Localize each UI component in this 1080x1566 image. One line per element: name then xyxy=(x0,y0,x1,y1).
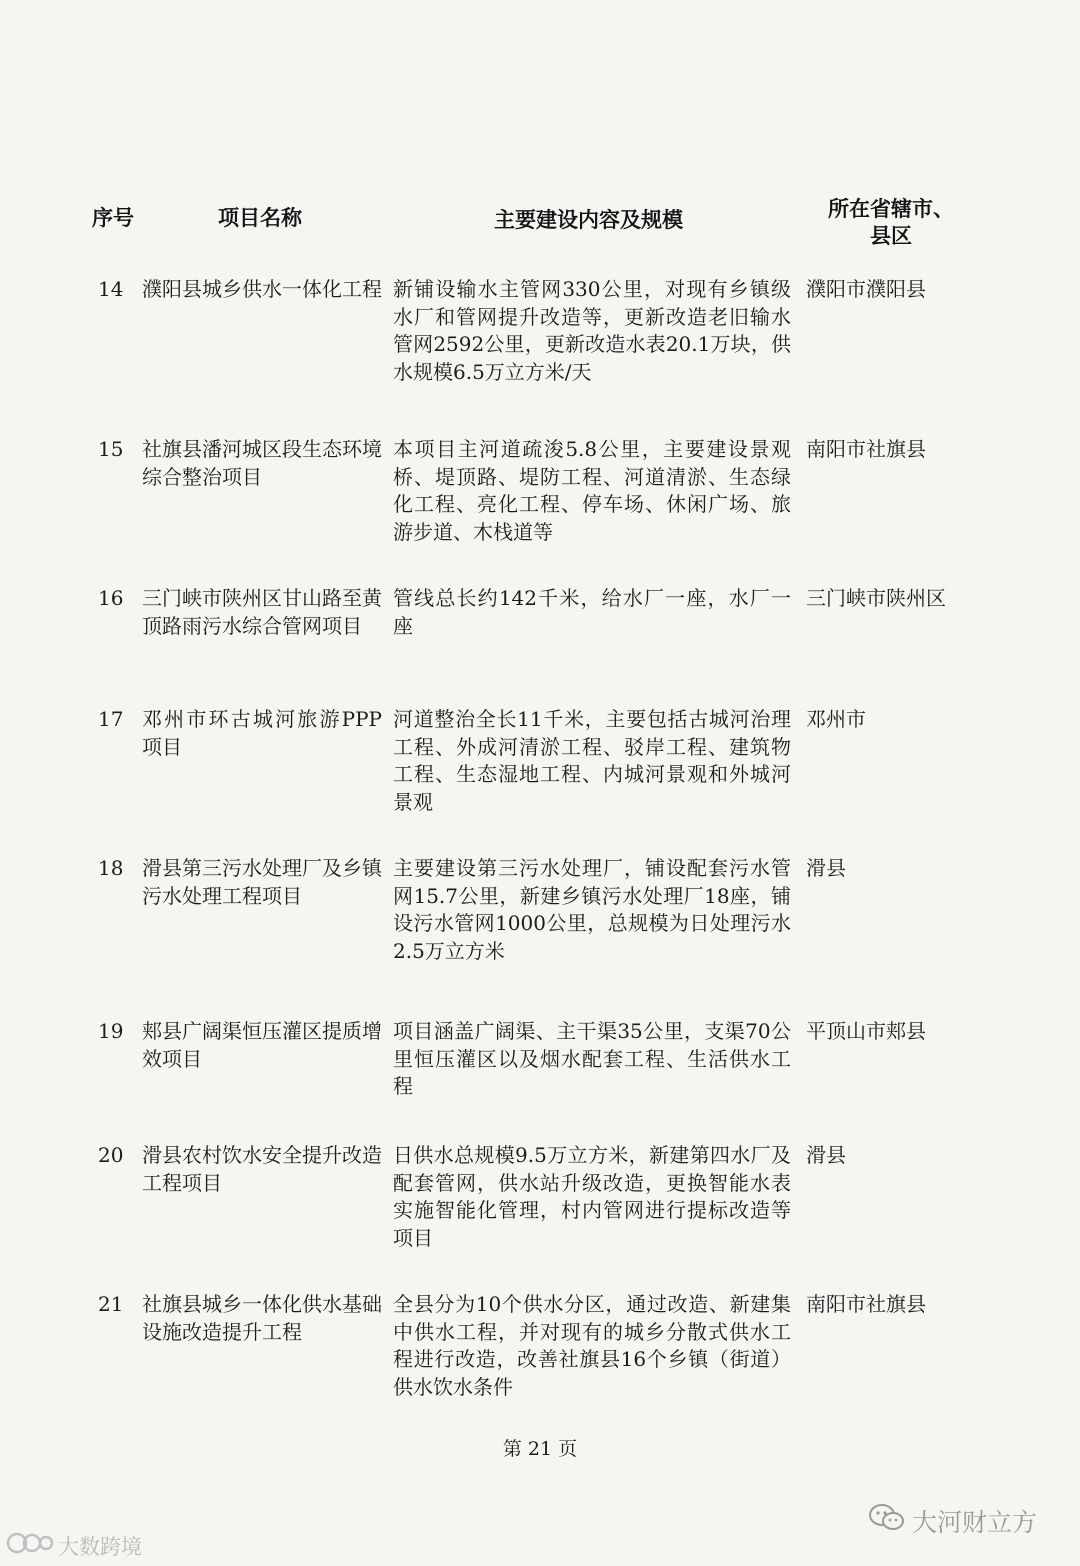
row-name: 濮阳县城乡供水一体化工程 xyxy=(142,277,382,301)
row-seq: 14 xyxy=(98,277,124,301)
row-content: 全县分为10个供水分区，通过改造、新建集中供水工程，并对现有的城乡分散式供水工程进行改造，改善社旗县16个乡镇（街道）供水饮水条件 xyxy=(393,1292,791,1399)
row-name: 郏县广阔渠恒压灌区提质增效项目 xyxy=(142,1019,382,1071)
row-name: 社旗县城乡一体化供水基础设施改造提升工程 xyxy=(142,1292,382,1344)
row-content: 项目涵盖广阔渠、主干渠35公里，支渠70公里恒压灌区以及烟水配套工程、生活供水工程 xyxy=(393,1019,791,1098)
wechat-icon xyxy=(868,1503,906,1539)
row-content: 新铺设输水主管网330公里，对现有乡镇级水厂和管网提升改造等，更新改造老旧输水管网2592公里，更新改造水表20.1万块，供水规模6.5万立方米/天 xyxy=(393,277,791,384)
watermark-left-text: 大数跨境 xyxy=(58,1534,142,1559)
row-seq: 17 xyxy=(98,707,124,731)
row-content: 日供水总规模9.5万立方米，新建第四水厂及配套管网，供水站升级改造，更换智能水表实施智能化管理，村内管网进行提标改造等项目 xyxy=(393,1143,791,1250)
page-number: 第 21 页 xyxy=(502,1438,578,1460)
row-name: 邓州市环古城河旅游PPP项目 xyxy=(142,707,382,759)
row-location: 滑县 xyxy=(806,856,846,880)
row-seq: 21 xyxy=(98,1292,124,1316)
header-location xyxy=(826,196,956,250)
row-location: 平顶山市郏县 xyxy=(806,1019,926,1043)
row-seq: 19 xyxy=(98,1019,124,1043)
row-location: 三门峡市陕州区 xyxy=(806,586,946,610)
row-name: 三门峡市陕州区甘山路至黄顶路雨污水综合管网项目 xyxy=(142,586,382,638)
watermark-right-text: 大河财立方 xyxy=(912,1508,1038,1537)
brand-mark-icon xyxy=(6,1530,54,1561)
row-name: 滑县第三污水处理厂及乡镇污水处理工程项目 xyxy=(142,856,382,908)
header-seq: 序号 xyxy=(92,206,134,230)
row-location: 濮阳市濮阳县 xyxy=(806,277,926,301)
watermark-left xyxy=(6,1530,142,1561)
header-name: 项目名称 xyxy=(218,206,302,230)
row-seq: 16 xyxy=(98,586,124,610)
row-seq: 18 xyxy=(98,856,124,880)
header-location-line1: 所在省辖市、 xyxy=(828,197,954,221)
row-name: 社旗县潘河城区段生态环境综合整治项目 xyxy=(142,437,382,489)
row-content: 河道整治全长11千米，主要包括古城河治理工程、外成河清淤工程、驳岸工程、建筑物工程、生态湿地工程、内城河景观和外城河景观 xyxy=(393,707,791,814)
row-location: 南阳市社旗县 xyxy=(806,1292,926,1316)
row-location: 邓州市 xyxy=(806,707,866,731)
header-location-line2: 县区 xyxy=(870,224,912,248)
header-content: 主要建设内容及规模 xyxy=(494,208,683,232)
row-name: 滑县农村饮水安全提升改造工程项目 xyxy=(142,1143,382,1195)
row-location: 滑县 xyxy=(806,1143,846,1167)
watermark-right xyxy=(868,1503,1037,1539)
row-location: 南阳市社旗县 xyxy=(806,437,926,461)
row-seq: 20 xyxy=(98,1143,124,1167)
row-content: 管线总长约142千米，给水厂一座，水厂一座 xyxy=(393,586,791,638)
row-content: 本项目主河道疏浚5.8公里，主要建设景观桥、堤顶路、堤防工程、河道清淤、生态绿化工程、亮化工程、停车场、休闲广场、旅游步道、木栈道等 xyxy=(393,437,791,544)
row-seq: 15 xyxy=(98,437,124,461)
row-content: 主要建设第三污水处理厂，铺设配套污水管网15.7公里，新建乡镇污水处理厂18座，铺设污水管网1000公里，总规模为日处理污水2.5万立方米 xyxy=(393,856,791,963)
